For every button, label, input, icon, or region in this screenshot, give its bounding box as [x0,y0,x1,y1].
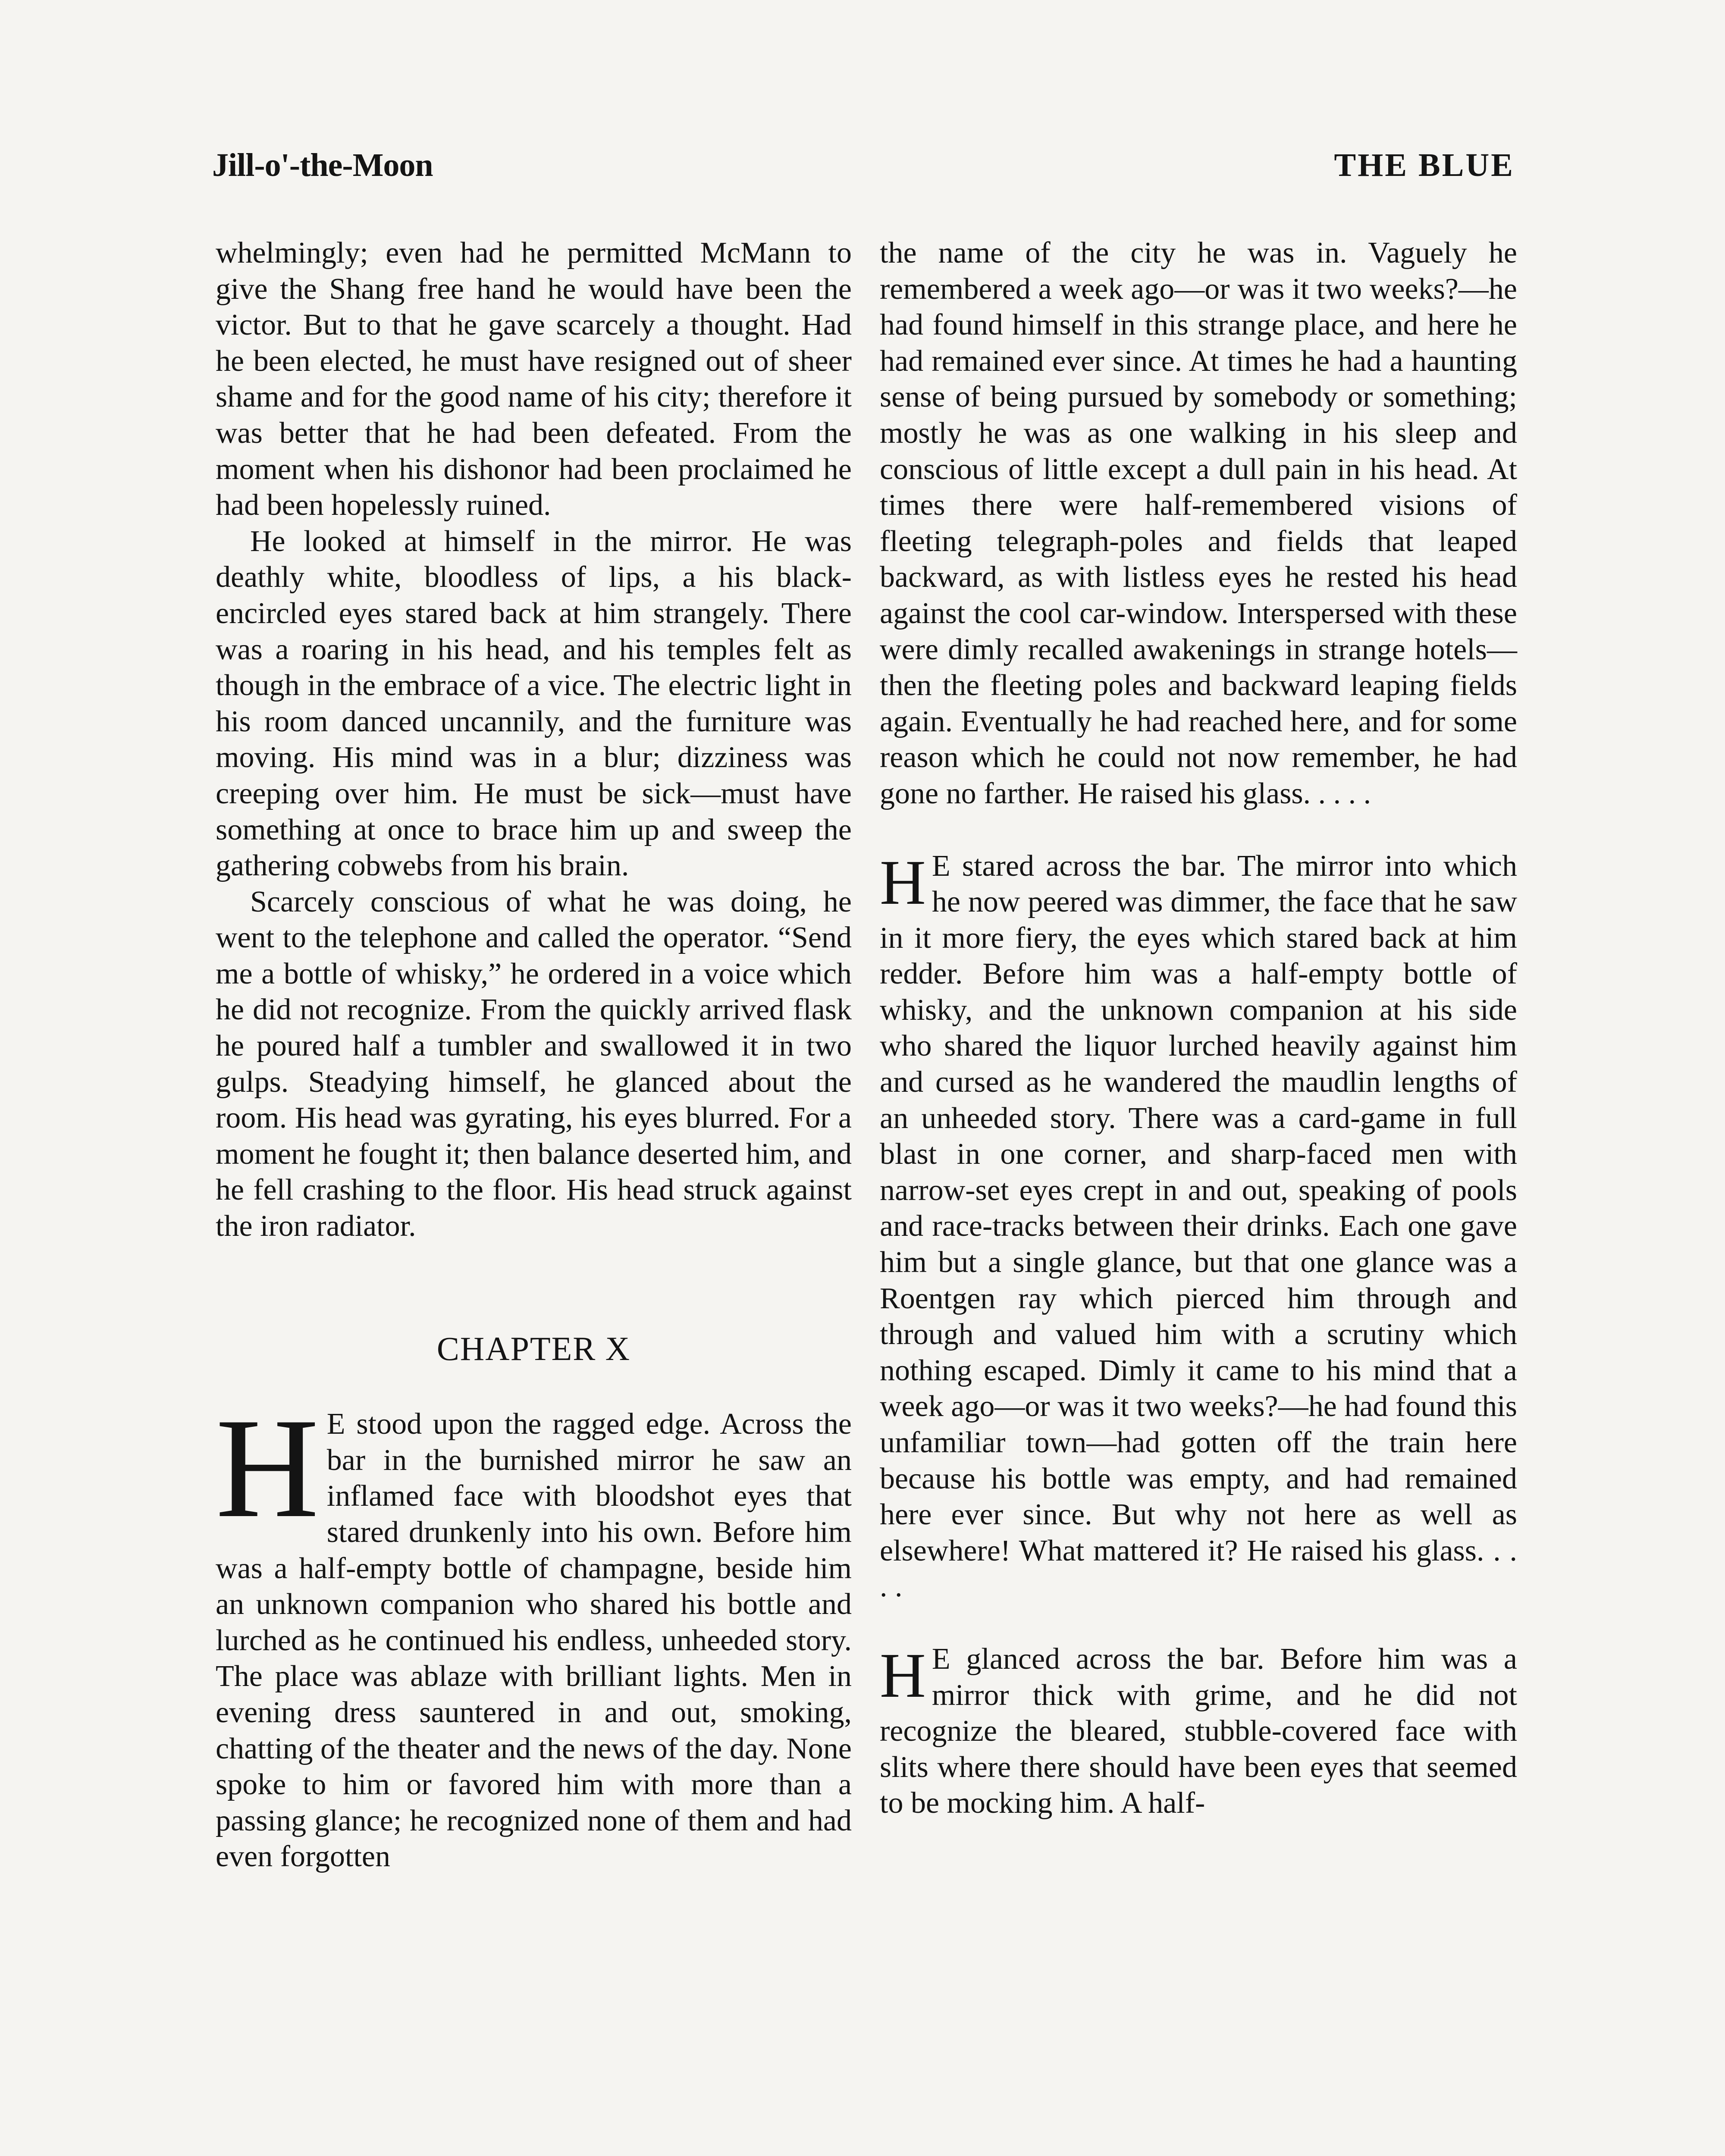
chapter-heading: CHAPTER X [436,1329,631,1367]
section-paragraph-3 [880,1641,1517,1821]
right-paragraph-1: the name of the city he was in. Vaguely he remembered a week ago—or was it two weeks?—he had found himself in this strange place, and here he had remained ever since. At times he had a haunting sense of being pursued by somebody or something; mostly he was as one walking in his sleep and conscious of little except a dull pain in his head. At times there were half-remembered visions of fleeting telegraph-poles and fields that leaped backward, as with listless eyes he rested his head against the cool car-window. Interspersed with these were dimly recalled awakenings in strange hotels—then the fleeting poles and backward leaping fields again. Eventually he had reached here, and for some reason which he could not now remember, he had gone no farther. He raised his glass. . . . . [880,236,1517,810]
left-paragraph-3: Scarcely conscious of what he was doing, he went to the telephone and called the operator. “Send me a bottle of whisky,” he ordered in a voice which he did not recognize. From the quickly arrived flask he poured half a tumbler and swallowed it in two gulps. Steadying himself, he glanced about the room. His head was gyrating, his eyes blurred. For a moment he fought it; then balance deserted him, and he fell crashing to the floor. His head struck against the iron radiator. [216,885,852,1243]
left-paragraph-1: whelmingly; even had he permitted McMann to give the Shang free hand he would have been the victor. But to that he gave scarcely a thought. Had he been elected, he must have resigned out of sheer shame and for the good name of his city; therefore it was better that he had been defeated. From the moment when his dishonor had been proclaimed he had been hopelessly ruined. [216,236,852,522]
running-head-title: Jill-o'-the-Moon [212,147,433,183]
left-column [216,235,852,1875]
chapter-opening-text: E stood upon the ragged edge. Across the bar in the burnished mirror he saw an inflamed face with bloodshot eyes that stared drunkenly into his own. Before him was a half-empty bottle of champagne, beside him an unknown companion who shared his bottle and lurched as he continued his endless, unheeded story. The place was ablaze with brilliant lights. Men in evening dress sauntered in and out, smoking, chatting of the theater and the news of the day. None spoke to him or favored him with more than a passing glance; he recognized none of them and had even forgotten [216,1407,852,1874]
left-paragraph-2: He looked at himself in the mirror. He was deathly white, bloodless of lips, a his black-encircled eyes stared back at him strangely. There was a roaring in his head, and his temples felt as though in the embrace of a vice. The electric light in his room danced uncannily, and the furniture was moving. His mind was in a blur; dizziness was creeping over him. He must be sick—must have something at once to brace him up and sweep the gathering cobwebs from his brain. [216,524,852,883]
section-paragraph-2 [880,848,1517,1605]
drop-cap: H [880,1640,926,1711]
drop-cap: H [880,847,926,918]
chapter-opening-paragraph [216,1388,852,1875]
section-break [880,1605,1517,1641]
drop-cap: H [216,1388,319,1548]
section-break [880,812,1517,848]
running-head-magazine: THE BLUE [1334,147,1515,183]
section-2-text: E stared across the bar. The mirror into which he now peered was dimmer, the face that he saw in it more fiery, the eyes which stared back at him redder. Before him was a half-empty bottle of whisky, and the unknown companion at his side who shared the liquor lurched heavily against him and cursed as he wandered the maudlin lengths of an unheeded story. There was a card-game in full blast in one corner, and sharp-faced men with narrow-set eyes crept in and out, speaking of pools and race-tracks between their drinks. Each one gave him but a single glance, but that one glance was a Roentgen ray which pierced him through and through and valued him with a scrutiny which nothing escaped. Dimly it came to his mind that a week ago—or was it two weeks?—he had found this unfamiliar town—had gotten off the train here because his bottle was empty, and had remained here ever since. But why not here as well as elsewhere! What mattered it? He raised his glass. . . . . [880,849,1517,1604]
section-3-text: E glanced across the bar. Before him was a mirror thick with grime, and he did not recognize the bleared, stubble-covered face with slits where there should have been eyes that seemed to be mocking him. A half- [880,1642,1517,1820]
right-column [880,235,1517,1821]
